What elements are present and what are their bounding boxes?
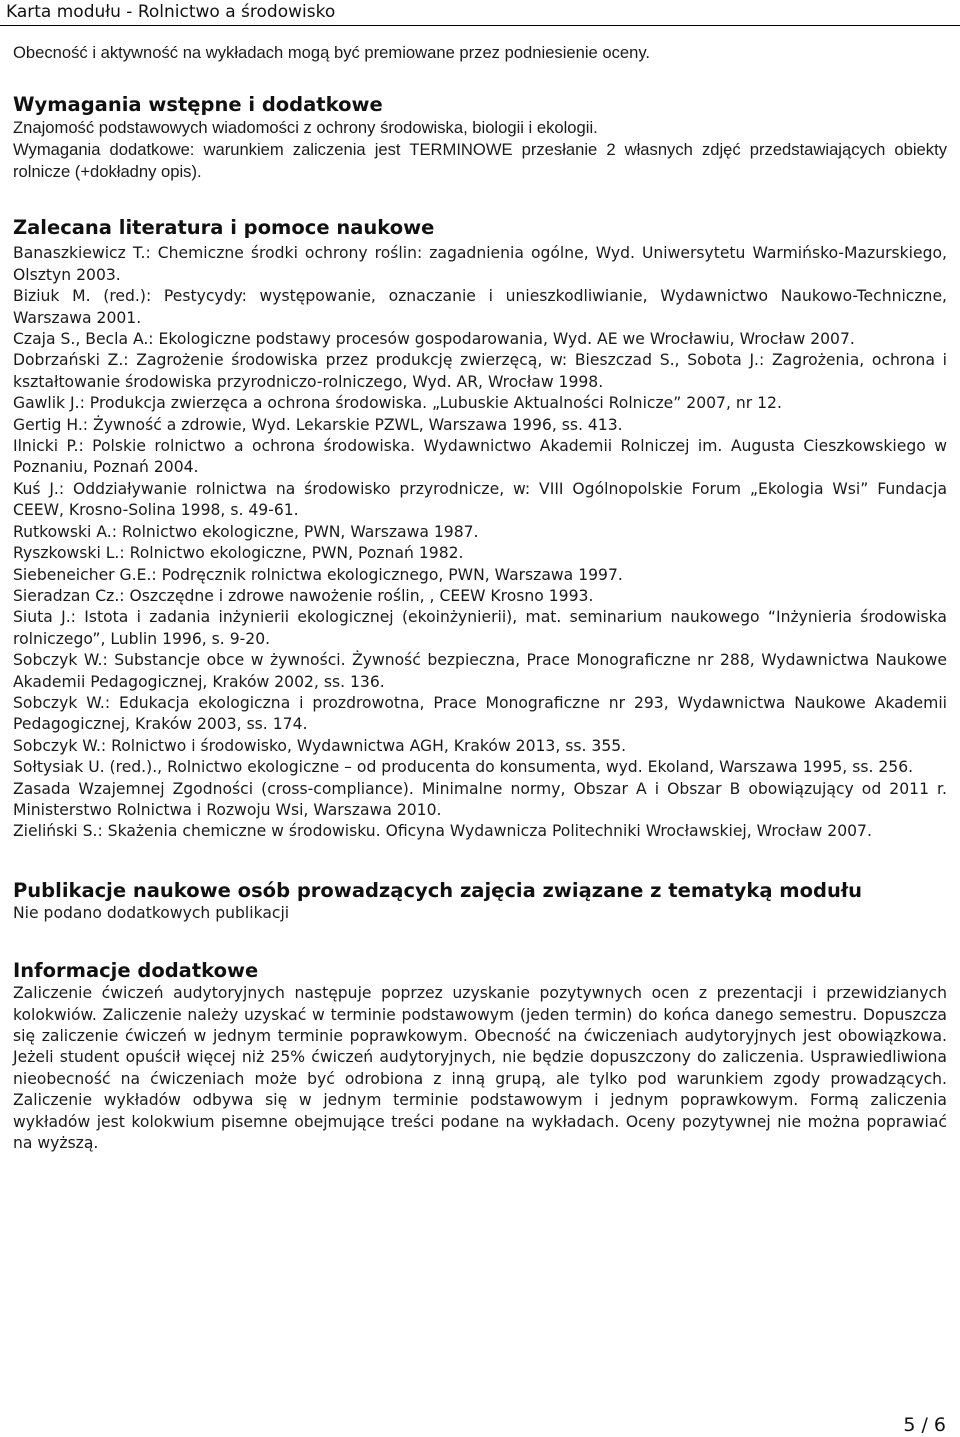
- section-heading-prerequisites: Wymagania wstępne i dodatkowe: [13, 93, 383, 117]
- literature-item: Siebeneicher G.E.: Podręcznik rolnictwa ekologicznego, PWN, Warszawa 1997.: [13, 565, 623, 584]
- additional-info-text: Zaliczenie ćwiczeń audytoryjnych następuje poprzez uzyskanie pozytywnych ocen z prezentacji i przewidzianych kolokwiów. Zaliczenie należy uzyskać w terminie podstawowym (jeden termin) do końca danego semestru. Dopuszcza się zaliczenie ćwiczeń w jednym terminie poprawkowym. Obecność na ćwiczeniach audytoryjnych jest obowiązkowa. Jeżeli student opuścił więcej niż 25% ćwiczeń audytoryjnych, nie będzie dopuszczony do zaliczenia. Usprawiedliwiona nieobecność na ćwiczeniach może być odrobiona z inną grupą, ale tylko pod warunkiem zgody prowadzących. Zaliczenie wykładów odbywa się w jednym terminie podstawowym i jednym poprawkowym. Formą zaliczenia wykładów jest kolokwium pisemne obejmujące treści podane na wykładach. Oceny pozytywnej nie można poprawiać na wyższą.: [13, 984, 947, 1153]
- spacer: [13, 924, 947, 959]
- prerequisites-line: Znajomość podstawowych wiadomości z ochrony środowiska, biologii i ekologii.: [13, 118, 598, 138]
- literature-item: Sieradzan Cz.: Oszczędne i zdrowe nawożenie roślin, , CEEW Krosno 1993.: [13, 586, 594, 605]
- document-title: Karta modułu - Rolnictwo a środowisko: [6, 2, 336, 22]
- prerequisites-line: Wymagania dodatkowe: warunkiem zaliczenia jest TERMINOWE przesłanie 2 własnych zdjęć przedstawiających obiekty rolnicze (+dokładny opis).: [13, 140, 947, 182]
- literature-item: Ilnicki P.: Polskie rolnictwo a ochrona środowiska. Wydawnictwo Akademii Rolniczej im. Augusta Cieszkowskiego w Poznaniu, Poznań 2004.: [13, 437, 947, 477]
- literature-item: Dobrzański Z.: Zagrożenie środowiska przez produkcję zwierzęcą, w: Bieszczad S., Sobota J.: Zagrożenia, ochrona i kształtowanie środowiska przyrodniczo-rolniczego, Wyd. AR, Wrocław 1998.: [13, 351, 947, 391]
- publications-text: Nie podano dodatkowych publikacji: [13, 903, 290, 922]
- literature-item: Sołtysiak U. (red.)., Rolnictwo ekologiczne – od producenta do konsumenta, wyd. Ekoland, Warszawa 1995, ss. 256.: [13, 758, 914, 777]
- literature-item: Ryszkowski L.: Rolnictwo ekologiczne, PWN, Poznań 1982.: [13, 544, 464, 563]
- literature-list: [13, 243, 947, 842]
- spacer: [13, 843, 947, 879]
- literature-item: Gertig H.: Żywność a zdrowie, Wyd. Lekarskie PZWL, Warszawa 1996, ss. 413.: [13, 415, 623, 434]
- literature-item: Sobczyk W.: Edukacja ekologiczna i prozdrowotna, Prace Monograficzne nr 293, Wydawnictwa Naukowe Akademii Pedagogicznej, Kraków 2003, ss. 174.: [13, 693, 947, 734]
- section-heading-literature: Zalecana literatura i pomoce naukowe: [13, 216, 435, 240]
- page-number: 5 / 6: [903, 1414, 946, 1436]
- literature-item: Zieliński S.: Skażenia chemiczne w środowisku. Oficyna Wydawnicza Politechniki Wrocławskiej, Wrocław 2007.: [13, 822, 872, 841]
- intro-text: Obecność i aktywność na wykładach mogą być premiowane przez podniesienie oceny.: [13, 43, 651, 62]
- literature-item: Sobczyk W.: Rolnictwo i środowisko, Wydawnictwa AGH, Kraków 2013, ss. 355.: [13, 736, 627, 755]
- literature-item: Biziuk M. (red.): Pestycydy: występowanie, oznaczanie i unieszkodliwianie, Wydawnictwo Naukowo-Techniczne, Warszawa 2001.: [13, 287, 947, 327]
- literature-item: Sobczyk W.: Substancje obce w żywności. Żywność bezpieczna, Prace Monograficzne nr 288, Wydawnictwa Naukowe Akademii Pedagogicznej, Kraków 2002, ss. 136.: [13, 651, 947, 691]
- literature-item: Rutkowski A.: Rolnictwo ekologiczne, PWN, Warszawa 1987.: [13, 522, 479, 541]
- spacer: [13, 63, 947, 93]
- page-header: [0, 0, 960, 26]
- section-heading-additional-info: Informacje dodatkowe: [13, 959, 259, 983]
- literature-item: Zasada Wzajemnej Zgodności (cross-compliance). Minimalne normy, Obszar A i Obszar B obowiązujący od 2011 r. Ministerstwo Rolnictwa i Rozwoju Wsi, Warszawa 2010.: [13, 779, 947, 819]
- literature-item: Czaja S., Becla A.: Ekologiczne podstawy procesów gospodarowania, Wyd. AE we Wrocławiu, Wrocław 2007.: [13, 330, 855, 349]
- literature-item: Siuta J.: Istota i zadania inżynierii ekologicznej (ekoinżynierii), mat. seminarium naukowego “Inżynieria środowiska rolniczego”, Lublin 1996, s. 9-20.: [13, 608, 947, 648]
- section-heading-publications: Publikacje naukowe osób prowadzących zajęcia związane z tematyką modułu: [13, 878, 862, 902]
- literature-item: Gawlik J.: Produkcja zwierzęca a ochrona środowiska. „Lubuskie Aktualności Rolnicze” 2007, nr 12.: [13, 394, 782, 413]
- spacer: [13, 183, 947, 216]
- literature-item: Banaszkiewicz T.: Chemiczne środki ochrony roślin: zagadnienia ogólne, Wyd. Uniwersytetu Warmińsko-Mazurskiego, Olsztyn 2003.: [13, 244, 947, 284]
- literature-item: Kuś J.: Oddziaływanie rolnictwa na środowisko przyrodnicze, w: VIII Ogólnopolskie Forum „Ekologia Wsi” Fundacja CEEW, Krosno-Solina 1998, s. 49-61.: [13, 479, 947, 520]
- document-body: [13, 42, 947, 1154]
